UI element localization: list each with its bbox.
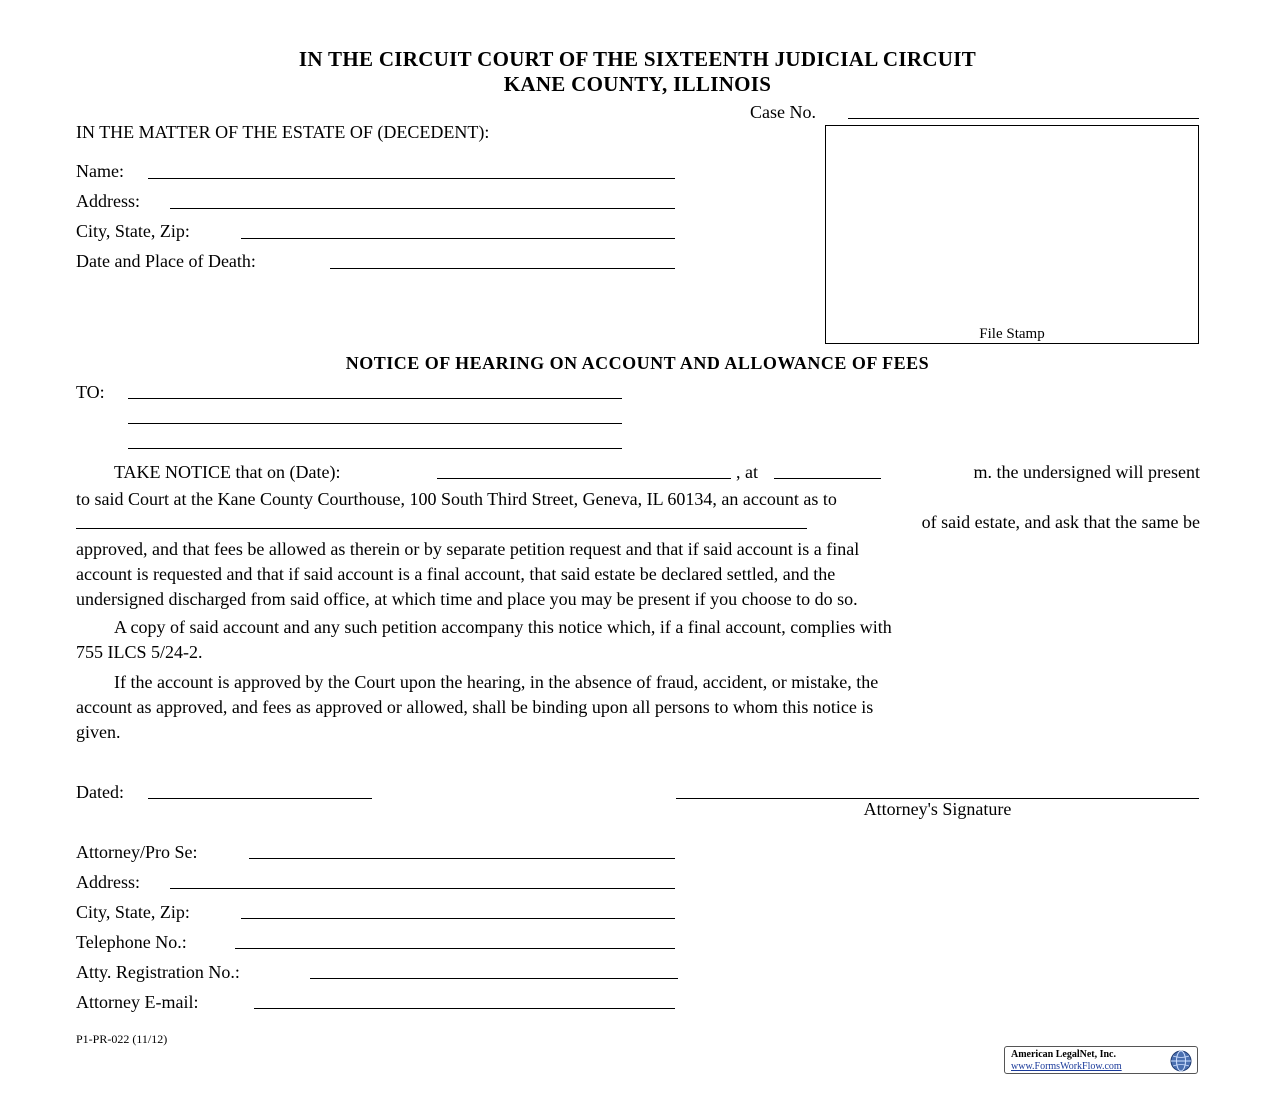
decedent-address-row	[76, 191, 140, 215]
approved-para-line2: account as approved, and fees as approved or allowed, shall be binding upon all persons to whom this notice is	[76, 697, 874, 717]
attorney-address-label: Address:	[76, 872, 140, 892]
logo-company-name: American LegalNet, Inc.	[1011, 1049, 1116, 1060]
attorney-registration-row	[76, 962, 240, 986]
attorney-address-row	[76, 872, 140, 896]
file-stamp-box	[825, 125, 1199, 344]
attorney-label: Attorney/Pro Se:	[76, 842, 198, 862]
attorney-phone-row	[76, 932, 187, 956]
take-notice-line2: to said Court at the Kane County Courthouse, 100 South Third Street, Geneva, IL 60134, an account as to	[76, 489, 837, 509]
decedent-name-field[interactable]	[148, 178, 675, 179]
decedent-name-row	[76, 161, 124, 185]
decedent-death-row	[76, 251, 256, 275]
approved-para-line3: given.	[76, 722, 121, 742]
globe-icon	[1169, 1049, 1193, 1073]
take-notice-line6: undersigned discharged from said office, at which time and place you may be present if you choose to do so.	[76, 589, 858, 609]
attorney-phone-label: Telephone No.:	[76, 932, 187, 952]
take-notice-line5: account is requested and that if said account is a final account, that said estate be declared settled, and the	[76, 564, 836, 584]
take-notice-part1: TAKE NOTICE that on (Date):	[114, 462, 341, 482]
decedent-city-label: City, State, Zip:	[76, 221, 190, 241]
attorney-phone-field[interactable]	[235, 948, 675, 949]
dated-field[interactable]	[148, 798, 372, 799]
case-no-field[interactable]	[848, 118, 1199, 119]
decedent-address-field[interactable]	[170, 208, 675, 209]
account-type-field[interactable]	[76, 528, 807, 529]
decedent-city-row	[76, 221, 190, 245]
hearing-date-field[interactable]	[437, 478, 731, 479]
decedent-city-field[interactable]	[241, 238, 675, 239]
take-notice-part4: of said estate, and ask that the same be	[921, 512, 1200, 532]
to-line-3[interactable]	[128, 448, 622, 449]
to-line-1[interactable]	[128, 398, 622, 399]
to-line-2[interactable]	[128, 423, 622, 424]
hearing-time-field[interactable]	[774, 478, 881, 479]
decedent-death-field[interactable]	[330, 268, 675, 269]
copy-para-line1: A copy of said account and any such petition accompany this notice which, if a final account, complies with	[114, 617, 892, 637]
signature-label: Attorney's Signature	[863, 799, 1012, 819]
approved-para-line1: If the account is approved by the Court upon the hearing, in the absence of fraud, accident, or mistake, the	[114, 672, 879, 692]
case-no-label: Case No.	[750, 102, 816, 122]
form-code: P1-PR-022 (11/12)	[76, 1032, 168, 1046]
take-notice-part3: m. the undersigned will present	[973, 462, 1200, 482]
take-notice-part2: , at	[736, 462, 758, 482]
attorney-city-label: City, State, Zip:	[76, 902, 190, 922]
attorney-city-field[interactable]	[241, 918, 675, 919]
decedent-address-label: Address:	[76, 191, 140, 211]
attorney-email-label: Attorney E-mail:	[76, 992, 199, 1012]
estate-heading: IN THE MATTER OF THE ESTATE OF (DECEDENT):	[76, 122, 490, 142]
decedent-name-label: Name:	[76, 161, 124, 181]
attorney-field[interactable]	[249, 858, 675, 859]
take-notice-line4: approved, and that fees be allowed as therein or by separate petition request and that if said account is a final	[76, 539, 860, 559]
decedent-death-label: Date and Place of Death:	[76, 251, 256, 271]
file-stamp-label: File Stamp	[979, 326, 1045, 342]
logo-url[interactable]: www.FormsWorkFlow.com	[1011, 1061, 1122, 1072]
copy-para-line2: 755 ILCS 5/24-2.	[76, 642, 203, 662]
dated-label: Dated:	[76, 782, 124, 802]
attorney-email-field[interactable]	[254, 1008, 675, 1009]
american-legalnet-logo[interactable]	[1004, 1046, 1198, 1074]
attorney-city-row	[76, 902, 190, 926]
court-title: IN THE CIRCUIT COURT OF THE SIXTEENTH JUDICIAL CIRCUIT	[298, 47, 977, 71]
attorney-registration-label: Atty. Registration No.:	[76, 962, 240, 982]
attorney-row	[76, 842, 198, 866]
notice-title: NOTICE OF HEARING ON ACCOUNT AND ALLOWANCE OF FEES	[345, 353, 930, 373]
to-label: TO:	[76, 382, 105, 402]
county-title: KANE COUNTY, ILLINOIS	[503, 72, 772, 96]
attorney-email-row	[76, 992, 198, 1016]
attorney-address-field[interactable]	[170, 888, 675, 889]
attorney-registration-field[interactable]	[310, 978, 678, 979]
